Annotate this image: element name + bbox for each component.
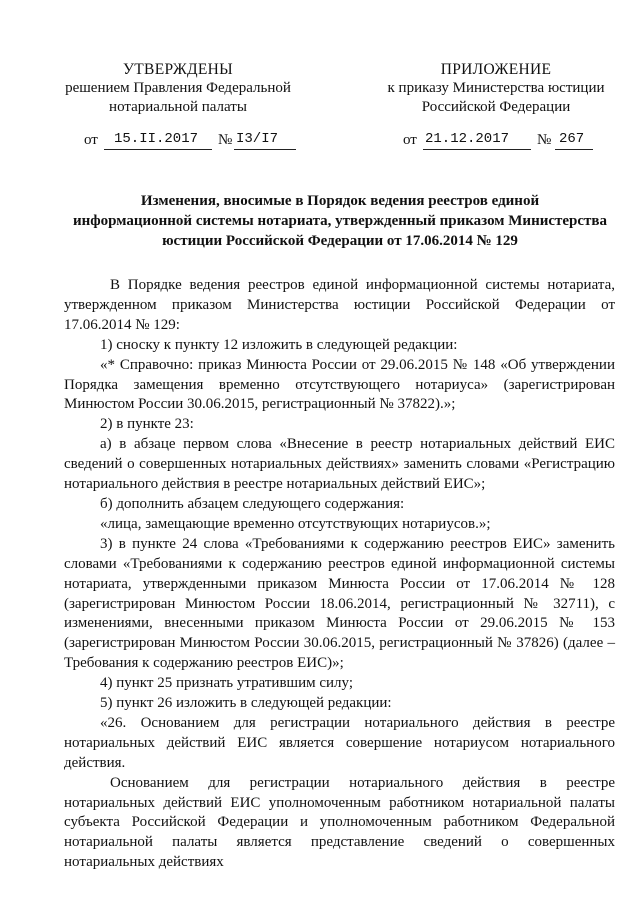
- appendix-date-underline: [423, 149, 531, 150]
- appendix-date: 21.12.2017: [425, 131, 510, 147]
- appendix-line-2: Российской Федерации: [421, 99, 571, 115]
- paragraph: 4) пункт 25 признать утратившим силу;: [100, 675, 354, 692]
- document-title: [64, 191, 616, 251]
- document-body: [64, 276, 615, 873]
- paragraph: 3) в пункте 24 слова «Требованиями к содержанию реестров ЕИС» заменить словами «Требованиями к содержанию реестров единой информационной системы нотариата, утвержденными приказом Минюста России от 17.06.2014 № 128 (зарегистрирован Минюстом России 18.06.2014, регистрационный № 32711), с изменениями, внесенными приказом Минюста России от 29.06.2015 № 153 (зарегистрирован Минюстом России 30.06.2015, регистрационный № 37826) (далее – Требования к содержанию реестров ЕИС)»;: [64, 535, 615, 672]
- appendix-heading: ПРИЛОЖЕНИЕ: [440, 61, 552, 78]
- approval-from-label: от: [84, 132, 98, 148]
- approval-line-1: решением Правления Федеральной: [65, 80, 291, 96]
- appendix-number-underline: [555, 149, 593, 150]
- approval-date: 15.II.2017: [114, 131, 199, 147]
- paragraph: Основанием для регистрации нотариального действия в реестре нотариальных действий ЕИС уполномоченным работником нотариальной палаты субъекта Российской Федерации и уполномоченным работником Федеральной нотариальной палаты является представление сведений о совершенных нотариальных действиях: [64, 774, 615, 871]
- appendix-number-label: №: [537, 132, 552, 148]
- paragraph: «* Справочно: приказ Минюста России от 29.06.2015 № 148 «Об утверждении Порядка замещения временно отсутствующего нотариуса» (зарегистрирован Минюстом России 30.06.2015, регистрационный № 37822).»;: [64, 356, 615, 413]
- approval-number-label: №: [218, 132, 233, 148]
- approval-number-underline: [234, 149, 296, 150]
- approval-line-2: нотариальной палаты: [109, 99, 247, 115]
- paragraph: 2) в пункте 23:: [100, 416, 194, 433]
- appendix-from-label: от: [403, 132, 417, 148]
- appendix-number: 267: [559, 131, 585, 147]
- paragraph: 5) пункт 26 изложить в следующей редакции:: [100, 695, 392, 712]
- approval-heading: УТВЕРЖДЕНЫ: [123, 61, 233, 78]
- paragraph: «26. Основанием для регистрации нотариального действия в реестре нотариальных действий ЕИС является совершение нотариусом нотариального действия.: [64, 714, 615, 771]
- paragraph: а) в абзаце первом слова «Внесение в реестр нотариальных действий ЕИС сведений о совершенных нотариальных действиях» заменить словами «Регистрацию нотариального действия в реестре нотариальных действий ЕИС»;: [64, 436, 615, 493]
- appendix-date-line: [403, 131, 603, 151]
- paragraph: 1) сноску к пункту 12 изложить в следующей редакции:: [100, 336, 458, 353]
- approval-number: I3/I7: [236, 131, 279, 147]
- title-line-2: информационной системы нотариата, утвержденный приказом Министерства: [72, 213, 608, 229]
- approval-block: [52, 60, 304, 117]
- paragraph: «лица, замещающие временно отсутствующих нотариусов.»;: [100, 515, 491, 532]
- appendix-line-1: к приказу Министерства юстиции: [387, 80, 605, 96]
- approval-date-underline: [104, 149, 212, 150]
- title-line-3: юстиции Российской Федерации от 17.06.2014 № 129: [162, 233, 518, 249]
- title-line-1: Изменения, вносимые в Порядок ведения реестров единой: [140, 193, 540, 209]
- approval-date-line: [84, 131, 304, 151]
- paragraph: В Порядке ведения реестров единой информационной системы нотариата, утвержденном приказом Министерства юстиции Российской Федерации от 17.06.2014 № 129:: [64, 277, 615, 333]
- appendix-block: [380, 60, 612, 117]
- paragraph: б) дополнить абзацем следующего содержания:: [100, 495, 405, 512]
